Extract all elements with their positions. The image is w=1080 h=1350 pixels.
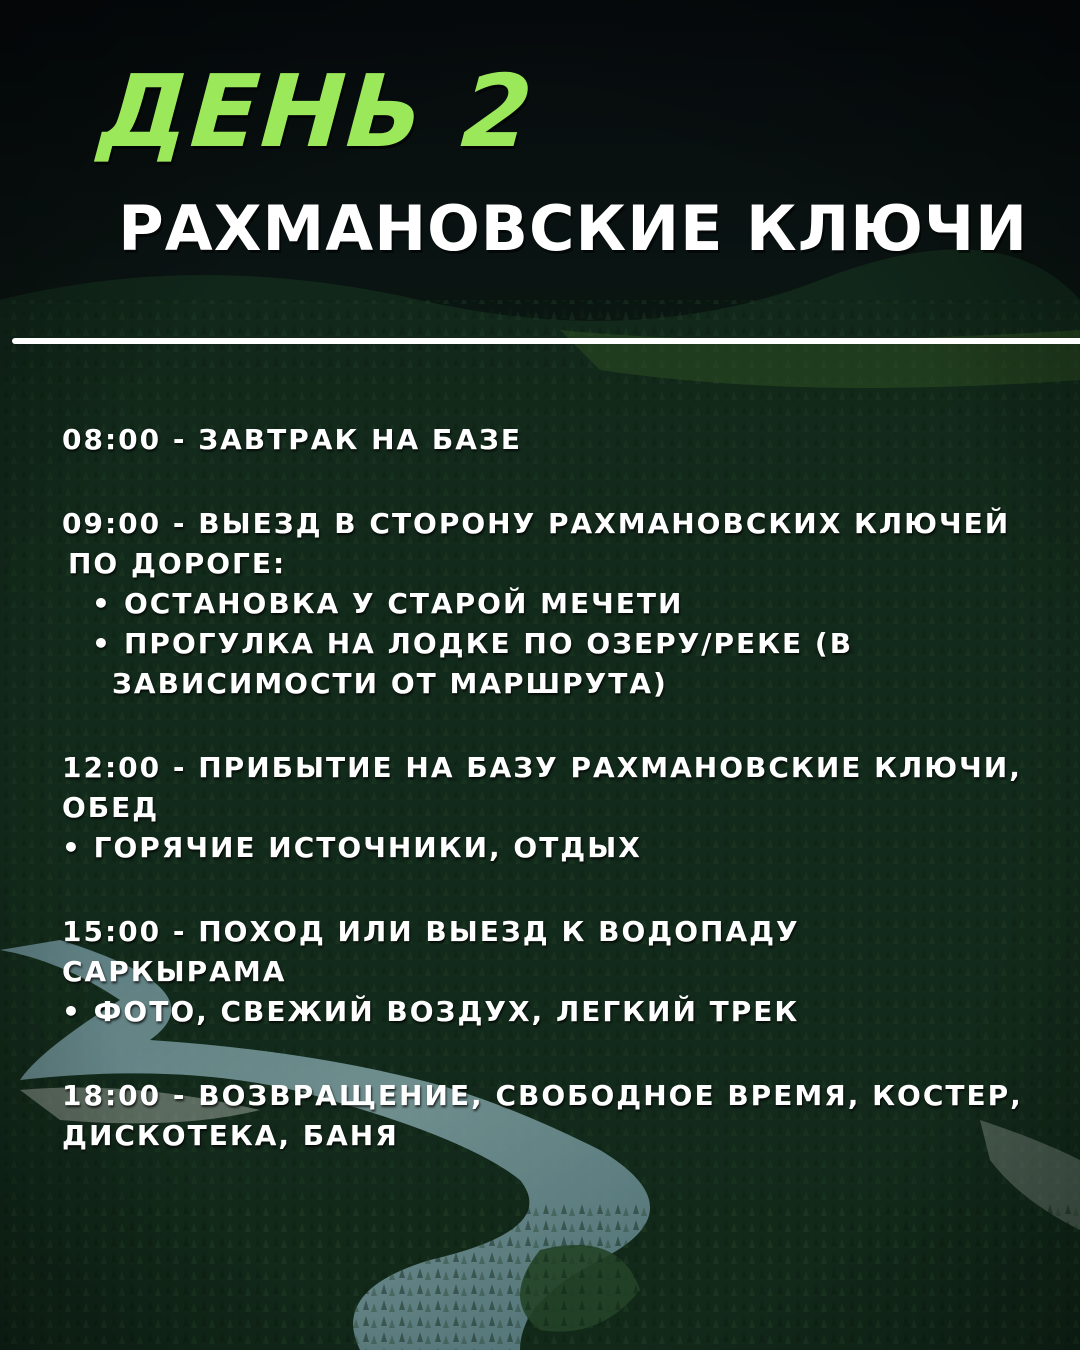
entry-line: ПО ДОРОГЕ: [68,547,287,580]
bullet-icon: • [92,627,112,660]
schedule-entry-1500 [62,912,1022,1032]
entry-line: • ФОТО, СВЕЖИЙ ВОЗДУХ, ЛЕГКИЙ ТРЕК [62,995,800,1028]
bullet-icon: • [92,587,112,620]
schedule-entry-0900 [62,504,1022,704]
divider [12,338,1080,344]
entry-line: 12:00 - ПРИБЫТИЕ НА БАЗУ РАХМАНОВСКИЕ КЛЮЧИ, [62,751,1022,784]
page-subtitle: РАХМАНОВСКИЕ КЛЮЧИ [118,192,1028,265]
list-item: • ОСТАНОВКА У СТАРОЙ МЕЧЕТИ [62,584,1022,624]
entry-line: 08:00 - ЗАВТРАК НА БАЗЕ [62,423,522,456]
schedule-entry-1800 [62,1076,1022,1156]
bullet-list [62,584,1022,704]
entry-line: 15:00 - ПОХОД ИЛИ ВЫЕЗД К ВОДОПАДУ [62,915,800,948]
entry-line: 18:00 - ВОЗВРАЩЕНИЕ, СВОБОДНОЕ ВРЕМЯ, КОСТЕР, [62,1079,1023,1112]
entry-line: 09:00 - ВЫЕЗД В СТОРОНУ РАХМАНОВСКИХ КЛЮЧЕЙ [62,507,1011,540]
schedule [62,420,1022,1156]
schedule-entry-1200 [62,748,1022,868]
entry-line: САРКЫРАМА [62,955,287,988]
page-title: ДЕНЬ 2 [95,53,538,170]
entry-line: ДИСКОТЕКА, БАНЯ [62,1119,399,1152]
entry-line: • ГОРЯЧИЕ ИСТОЧНИКИ, ОТДЫХ [62,831,642,864]
entry-line: ОБЕД [62,791,160,824]
list-item: • ПРОГУЛКА НА ЛОДКЕ ПО ОЗЕРУ/РЕКЕ (В ЗАВИСИМОСТИ ОТ МАРШРУТА) [62,624,1022,704]
schedule-entry-0800 [62,420,1022,460]
